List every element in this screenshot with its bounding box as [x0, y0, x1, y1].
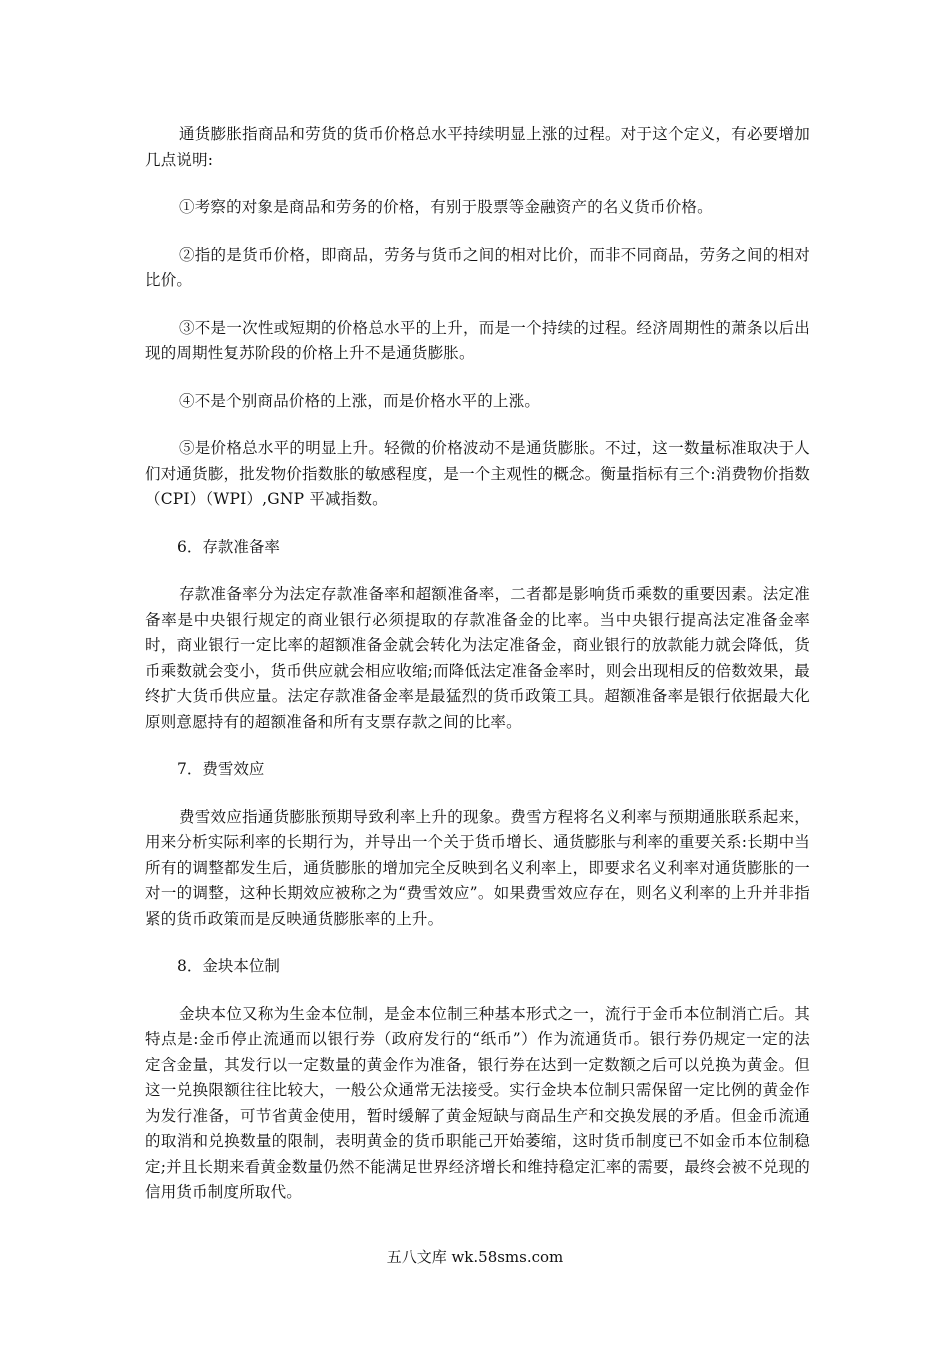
paragraph-gold-bullion-standard: 金块本位又称为生金本位制，是金本位制三种基本形式之一，流行于金币本位制消亡后。其特点是:金币停止流通而以银行券（政府发行的“纸币”）作为流通货币。银行券仍规定一定的法定含金量，其发行以一定数量的黄金作为准备，银行券在达到一定数额之后可以兑换为黄金。但这一兑换限额往往比较大，一般公众通常无法接受。实行金块本位制只需保留一定比例的黄金作为发行准备，可节省黄金使用，暂时缓解了黄金短缺与商品生产和交换发展的矛盾。但金币流通的取消和兑换数量的限制，表明黄金的货币职能己开始萎缩，这时货币制度已不如金币本位制稳定;并且长期来看黄金数量仍然不能满足世界经济增长和维持稳定汇率的需要，最终会被不兑现的信用货币制度所取代。 — [145, 1004, 810, 1201]
paragraph-fisher-effect: 费雪效应指通货膨胀预期导致利率上升的现象。费雪方程将名义利率与预期通胀联系起来，用来分析实际利率的长期行为，并导出一个关于货币增长、通货膨胀与利率的重要关系:长期中当所有的调整都发生后，通货膨胀的增加完全反映到名义利率上，即要求名义利率对通货膨胀的一对一的调整，这种长期效应被称之为“费雪效应”。如果费雪效应存在，则名义利率的上升并非指紧的货币政策而是反映通货膨胀率的上升。 — [145, 807, 810, 928]
paragraph-point-3: ③不是一次性或短期的价格总水平的上升，而是一个持续的过程。经济周期性的萧条以后出现的周期性复苏阶段的价格上升不是通货膨胀。 — [145, 318, 810, 362]
paragraph-point-1: ①考察的对象是商品和劳务的价格，有别于股票等金融资产的名义货币价格。 — [179, 198, 713, 216]
footer-watermark: 五八文库 wk.58sms.com — [386, 1248, 564, 1266]
section-heading-fisher-effect: 7．费雪效应 — [177, 760, 265, 778]
paragraph-reserve-ratio: 存款准备率分为法定存款准备率和超额准备率，二者都是影响货币乘数的重要因素。法定准备率是中央银行规定的商业银行必须提取的存款准备金的比率。当中央银行提高法定准备金率时，商业银行一定比率的超额准备金就会转化为法定准备金，商业银行的放款能力就会降低，货币乘数就会变小，货币供应就会相应收缩;而降低法定准备金率时，则会出现相反的倍数效果，最终扩大货币供应量。法定存款准备金率是最猛烈的货币政策工具。超额准备率是银行依据最大化原则意愿持有的超额准备和所有支票存款之间的比率。 — [145, 585, 810, 731]
section-heading-reserve-ratio: 6．存款准备率 — [177, 537, 280, 556]
document-body — [145, 122, 810, 1206]
paragraph-inflation-definition: 通货膨胀指商品和劳货的货币价格总水平持续明显上涨的过程。对于这个定义，有必要增加几点说明: — [145, 125, 810, 169]
paragraph-point-2: ②指的是货币价格，即商品，劳务与货币之间的相对比价，而非不同商品，劳务之间的相对比价。 — [145, 245, 810, 289]
section-heading-gold-bullion-standard: 8．金块本位制 — [177, 957, 280, 975]
paragraph-point-4: ④不是个别商品价格的上涨，而是价格水平的上涨。 — [179, 391, 541, 410]
paragraph-point-5: ⑤是价格总水平的明显上升。轻微的价格波动不是通货膨胀。不过，这一数量标准取决于人们对通货膨，批发物价指数胀的敏感程度，是一个主观性的概念。衡量指标有三个:消费物价指数（CPI）（WPI）,GNP 平减指数。 — [145, 439, 810, 508]
